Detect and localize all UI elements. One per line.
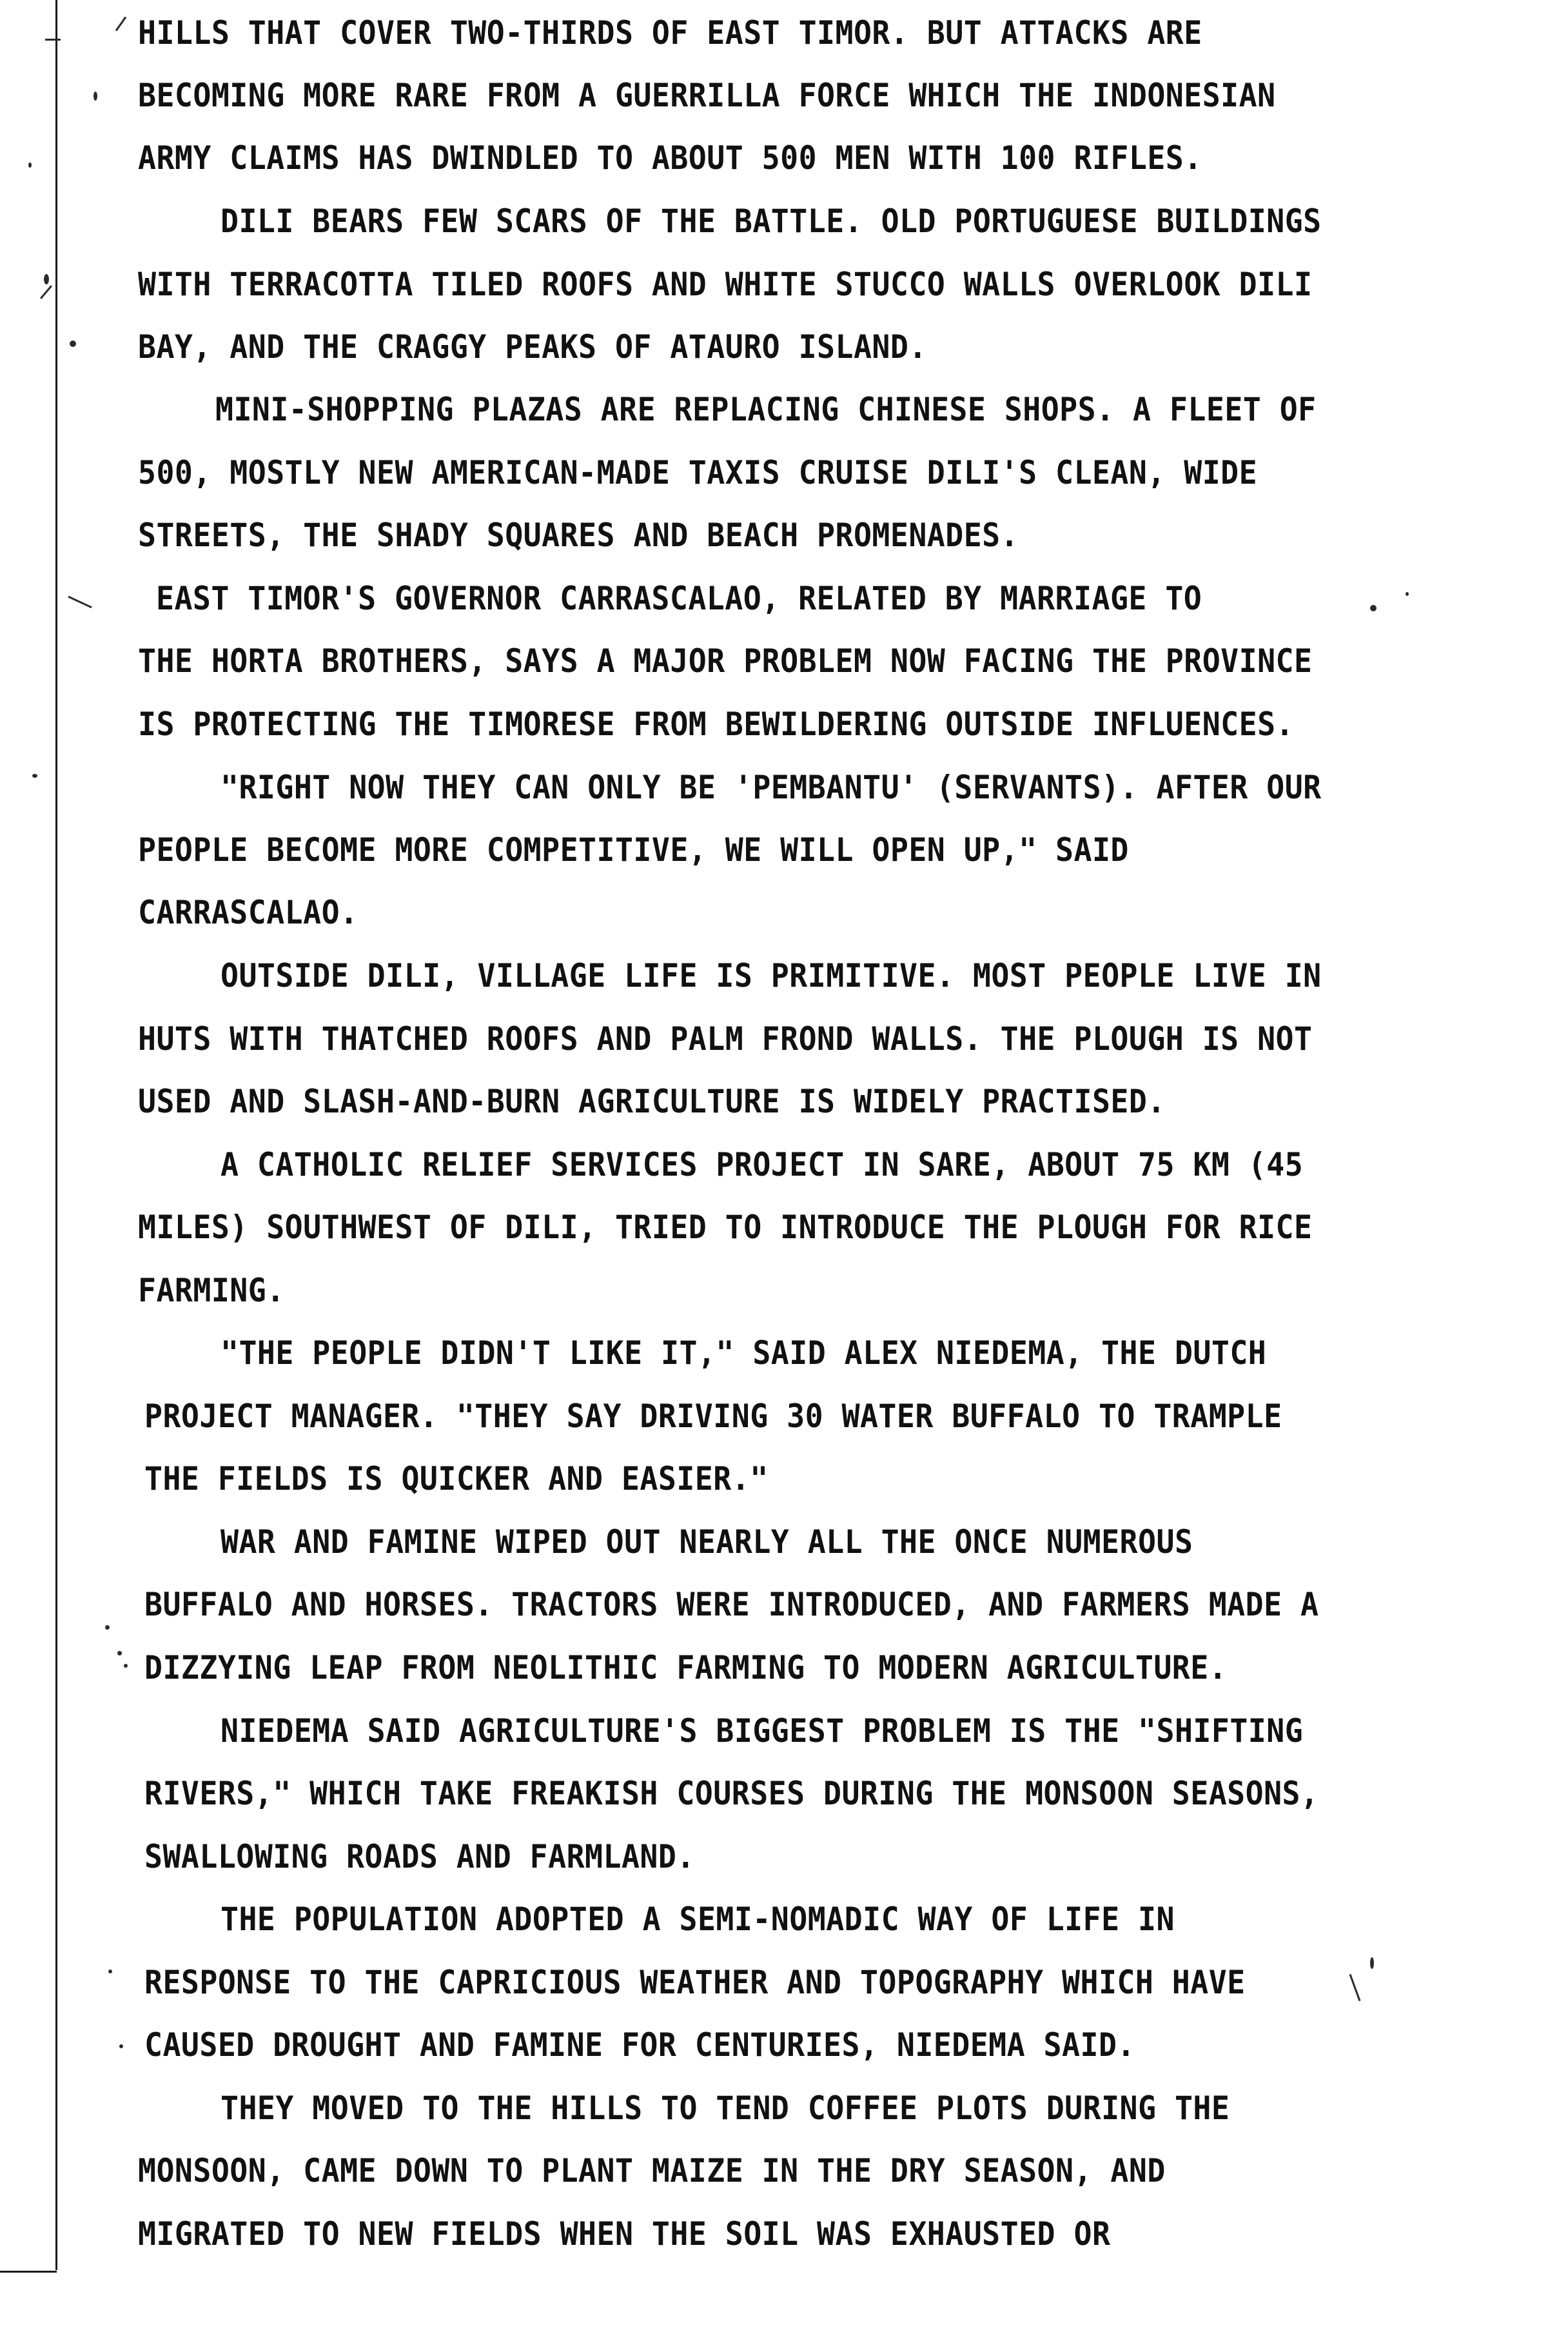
text-line: NIEDEMA SAID AGRICULTURE'S BIGGEST PROBLEM IS THE "SHIFTING [220, 1712, 1304, 1750]
text-line: RESPONSE TO THE CAPRICIOUS WEATHER AND TOPOGRAPHY WHICH HAVE [144, 1964, 1246, 2001]
text-line: IS PROTECTING THE TIMORESE FROM BEWILDERING OUTSIDE INFLUENCES. [138, 706, 1295, 743]
text-line: THE POPULATION ADOPTED A SEMI-NOMADIC WAY OF LIFE IN [220, 1901, 1175, 1938]
text-line: A CATHOLIC RELIEF SERVICES PROJECT IN SARE, ABOUT 75 KM (45 [220, 1146, 1304, 1183]
text-line: HUTS WITH THATCHED ROOFS AND PALM FROND WALLS. THE PLOUGH IS NOT [138, 1020, 1313, 1058]
scan-mark [40, 285, 52, 299]
text-line: MONSOON, CAME DOWN TO PLANT MAIZE IN THE DRY SEASON, AND [138, 2152, 1166, 2189]
scan-speck [44, 274, 49, 284]
text-line: USED AND SLASH-AND-BURN AGRICULTURE IS WIDELY PRACTISED. [138, 1083, 1166, 1120]
text-line: SWALLOWING ROADS AND FARMLAND. [144, 1838, 695, 1875]
text-line: CARRASCALAO. [138, 894, 358, 931]
text-line: DIZZYING LEAP FROM NEOLITHIC FARMING TO MODERN AGRICULTURE. [144, 1649, 1228, 1686]
text-line: WAR AND FAMINE WIPED OUT NEARLY ALL THE ONCE NUMEROUS [220, 1523, 1193, 1561]
scan-mark [45, 39, 61, 41]
text-line: PEOPLE BECOME MORE COMPETITIVE, WE WILL OPEN UP," SAID [138, 831, 1129, 869]
scan-speck [93, 92, 97, 101]
text-line: "RIGHT NOW THEY CAN ONLY BE 'PEMBANTU' (SERVANTS). AFTER OUR [220, 769, 1322, 806]
text-line: MIGRATED TO NEW FIELDS WHEN THE SOIL WAS EXHAUSTED OR [138, 2215, 1111, 2253]
text-line: FARMING. [138, 1272, 285, 1309]
text-line: 500, MOSTLY NEW AMERICAN-MADE TAXIS CRUISE DILI'S CLEAN, WIDE [138, 454, 1258, 491]
scan-speck [117, 1651, 122, 1655]
scan-speck [119, 2044, 123, 2048]
left-margin-rule [55, 0, 57, 2270]
text-line: ARMY CLAIMS HAS DWINDLED TO ABOUT 500 MEN WITH 100 RIFLES. [138, 139, 1202, 177]
text-line: WITH TERRACOTTA TILED ROOFS AND WHITE STUCCO WALLS OVERLOOK DILI [138, 266, 1313, 303]
text-line: THE FIELDS IS QUICKER AND EASIER." [144, 1460, 769, 1497]
text-line: BAY, AND THE CRAGGY PEAKS OF ATAURO ISLAND. [138, 328, 927, 366]
text-line: CAUSED DROUGHT AND FAMINE FOR CENTURIES, NIEDEMA SAID. [144, 2026, 1135, 2064]
text-line: OUTSIDE DILI, VILLAGE LIFE IS PRIMITIVE. MOST PEOPLE LIVE IN [220, 957, 1322, 994]
text-line: DILI BEARS FEW SCARS OF THE BATTLE. OLD PORTUGUESE BUILDINGS [220, 202, 1322, 240]
scan-speck [108, 1970, 112, 1973]
scan-speck [124, 1664, 128, 1668]
scan-speck [32, 774, 37, 778]
text-line: EAST TIMOR'S GOVERNOR CARRASCALAO, RELATED BY MARRIAGE TO [156, 580, 1202, 617]
text-line: THE HORTA BROTHERS, SAYS A MAJOR PROBLEM NOW FACING THE PROVINCE [138, 642, 1313, 680]
scan-speck [1370, 1957, 1374, 1969]
text-line: MILES) SOUTHWEST OF DILI, TRIED TO INTRODUCE THE PLOUGH FOR RICE [138, 1209, 1313, 1246]
text-line: BECOMING MORE RARE FROM A GUERRILLA FORCE WHICH THE INDONESIAN [138, 77, 1276, 114]
scan-speck [1370, 605, 1377, 611]
text-line: BUFFALO AND HORSES. TRACTORS WERE INTRODUCED, AND FARMERS MADE A [144, 1586, 1319, 1623]
text-line: THEY MOVED TO THE HILLS TO TEND COFFEE PLOTS DURING THE [220, 2089, 1230, 2127]
text-line: RIVERS," WHICH TAKE FREAKISH COURSES DURING THE MONSOON SEASONS, [144, 1775, 1319, 1812]
scan-mark [68, 596, 92, 609]
scan-speck [105, 1625, 110, 1630]
scan-mark [1349, 1974, 1361, 2001]
scan-speck [1406, 592, 1409, 596]
text-line: PROJECT MANAGER. "THEY SAY DRIVING 30 WATER BUFFALO TO TRAMPLE [144, 1398, 1282, 1435]
text-line: MINI-SHOPPING PLAZAS ARE REPLACING CHINESE SHOPS. A FLEET OF [215, 391, 1317, 428]
text-line: "THE PEOPLE DIDN'T LIKE IT," SAID ALEX NIEDEMA, THE DUTCH [220, 1334, 1267, 1372]
bottom-margin-rule [0, 2271, 57, 2273]
scan-speck [70, 341, 76, 347]
text-line: STREETS, THE SHADY SQUARES AND BEACH PROMENADES. [138, 517, 1019, 554]
text-line: HILLS THAT COVER TWO-THIRDS OF EAST TIMOR. BUT ATTACKS ARE [138, 14, 1202, 52]
scan-speck [28, 163, 32, 168]
scan-mark [115, 16, 126, 31]
